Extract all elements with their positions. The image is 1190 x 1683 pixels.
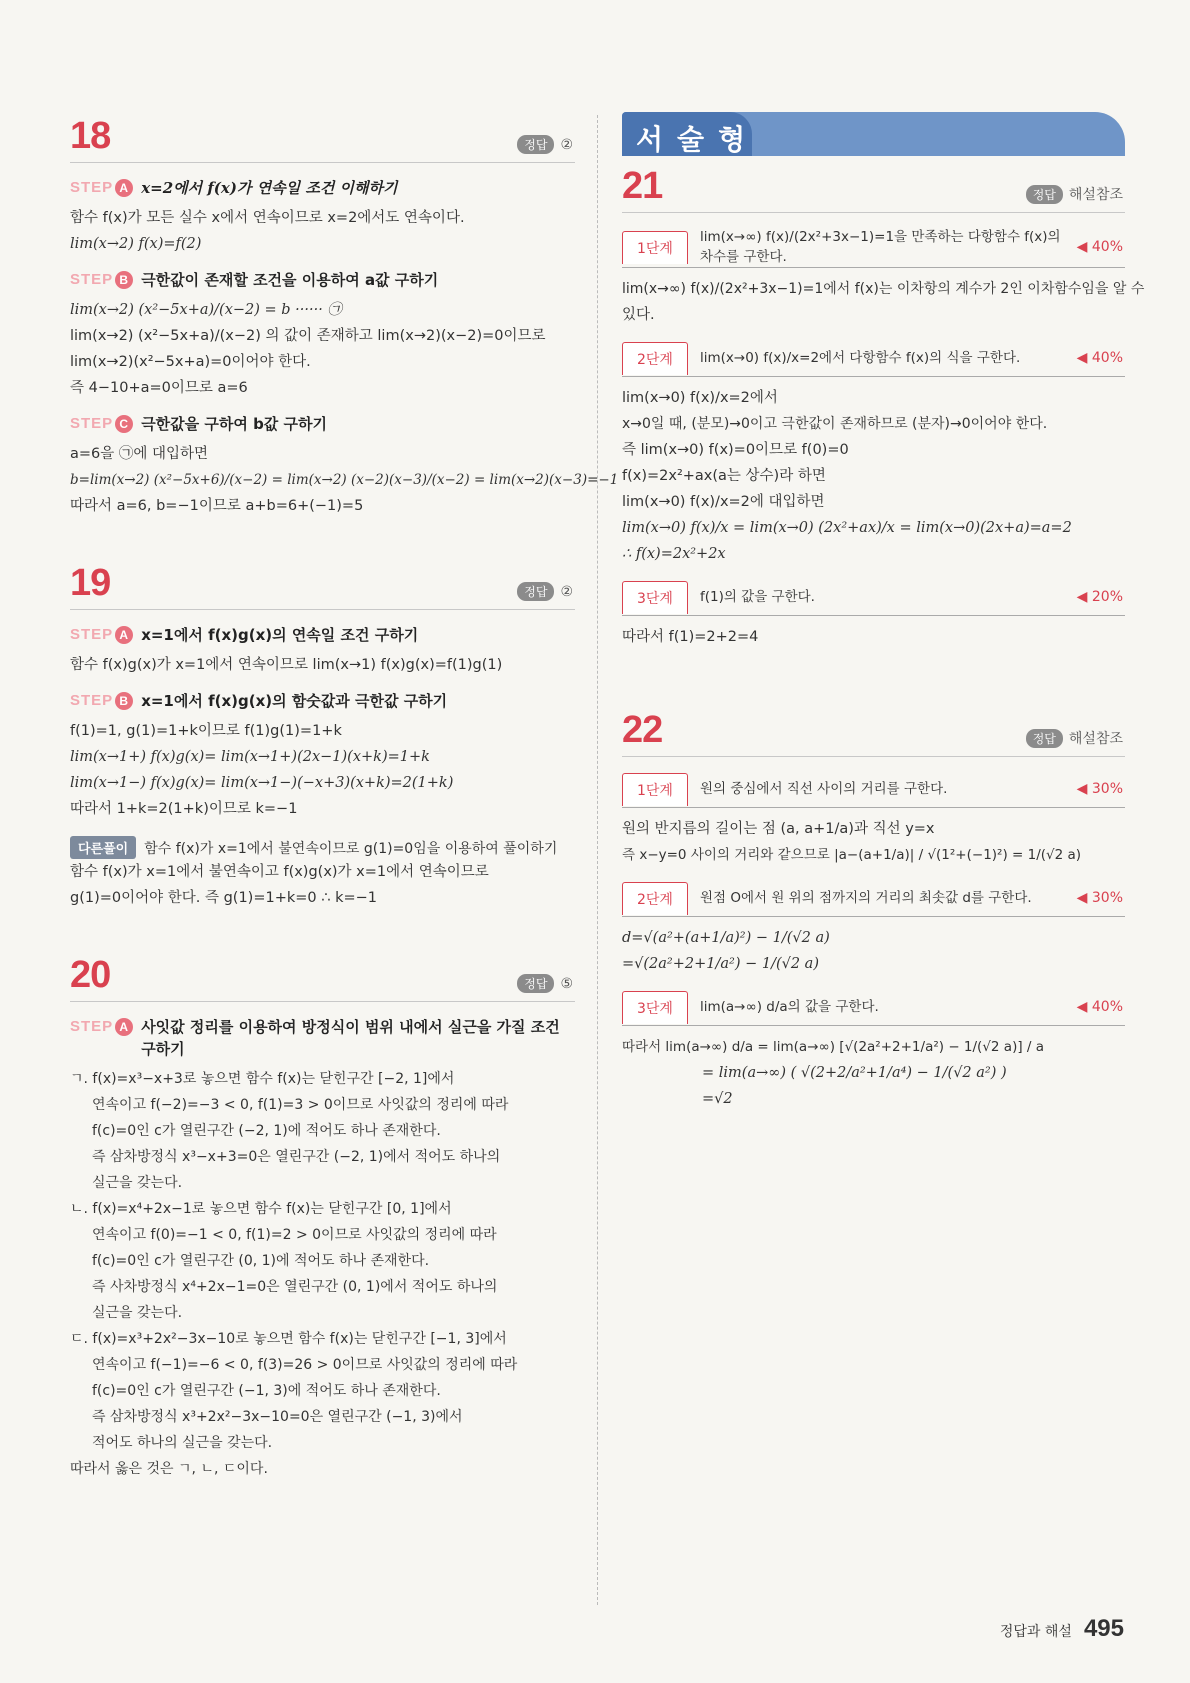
stage-description: f(1)의 값을 구한다. <box>699 589 815 605</box>
problem-number: 21 <box>622 165 663 207</box>
problem-number: 22 <box>622 709 663 751</box>
stage-percent: ◀ 40% <box>1076 999 1123 1015</box>
solution-line: = lim(a→∞) ( √(2+2/a²+1/a⁴) − 1/(√2 a²) ) <box>702 1065 1007 1081</box>
step-title: x=2에서 f(x)가 연속일 조건 이해하기 <box>141 179 398 197</box>
solution-line: 즉 lim(x→0) f(x)=0이므로 f(0)=0 <box>622 442 849 458</box>
step-tag: STEP B <box>70 690 133 712</box>
answer-badge: 정답 <box>517 582 554 601</box>
left-column <box>70 110 619 1482</box>
solution-line: lim(x→1+) f(x)g(x)= lim(x→1+)(2x−1)(x+k)=1+k <box>70 749 430 765</box>
problem-20-header <box>70 949 575 1002</box>
solution-line: lim(x→0) f(x)/x=2에서 <box>622 390 778 406</box>
answer-value: 해설참조 <box>1068 187 1123 203</box>
solution-line: 함수 f(x)g(x)가 x=1에서 연속이므로 lim(x→1) f(x)g(x)=f(1)g(1) <box>70 657 503 673</box>
stage-tag: 2단계 <box>622 342 688 375</box>
solution-line: 즉 x−y=0 사이의 거리와 같으므로 |a−(a+1/a)| / √(1²+(−1)²) = 1/(√2 a) <box>622 847 1082 863</box>
section-title: 서술형 <box>636 123 760 156</box>
solution-line: 즉 사차방정식 x⁴+2x−1=0은 열린구간 (0, 1)에서 적어도 하나의 <box>92 1279 498 1295</box>
answer-badge: 정답 <box>1026 729 1063 748</box>
solution-line: f(x)=2x²+ax(a는 상수)라 하면 <box>622 468 826 484</box>
solution-line: a=6을 ㉠에 대입하면 <box>70 446 209 462</box>
solution-line: lim(x→0) f(x)/x = lim(x→0) (2x²+ax)/x = lim(x→0)(2x+a)=a=2 <box>622 520 1072 536</box>
solution-line: d=√(a²+(a+1/a)²) − 1/(√2 a) <box>622 930 830 946</box>
solution-line: 따라서 1+k=2(1+k)이므로 k=−1 <box>70 801 298 817</box>
solution-line: 실근을 갖는다. <box>92 1175 183 1191</box>
solution-line: 원의 반지름의 길이는 점 (a, a+1/a)과 직선 y=x <box>622 821 935 837</box>
stage-3 <box>622 989 1125 1026</box>
solution-line: f(c)=0인 c가 열린구간 (−1, 3)에 적어도 하나 존재한다. <box>92 1383 441 1399</box>
stage-description: 원의 중심에서 직선 사이의 거리를 구한다. <box>699 781 948 797</box>
answer-badge: 정답 <box>517 974 554 993</box>
problem-number: 20 <box>70 954 111 996</box>
step-title: 극한값이 존재할 조건을 이용하여 a값 구하기 <box>141 271 439 289</box>
answer-badge: 정답 <box>517 135 554 154</box>
solution-line: lim(x→2) f(x)=f(2) <box>70 236 202 252</box>
step-tag: STEP B <box>70 269 133 291</box>
stage-tag: 3단계 <box>622 991 688 1024</box>
solution-line: 있다. <box>622 307 655 323</box>
answer-value: 해설참조 <box>1068 731 1123 747</box>
problem-number: 19 <box>70 562 111 604</box>
step-heading <box>70 269 575 291</box>
step-title: 극한값을 구하여 b값 구하기 <box>141 415 327 433</box>
stage-tag: 2단계 <box>622 882 688 915</box>
problem-number: 18 <box>70 115 111 157</box>
stage-2 <box>622 340 1125 377</box>
solution-line: lim(x→2) (x²−5x+a)/(x−2) = b ······ ㉠ <box>70 302 342 318</box>
footer-label: 정답과 해설 <box>999 1624 1072 1640</box>
column-divider <box>597 115 599 1605</box>
stage-1 <box>622 771 1125 808</box>
solution-line: 즉 삼차방정식 x³−x+3=0은 열린구간 (−2, 1)에서 적어도 하나의 <box>92 1149 501 1165</box>
answer-badge: 정답 <box>1026 185 1063 204</box>
solution-line: 즉 4−10+a=0이므로 a=6 <box>70 380 248 396</box>
answer-value: ② <box>560 136 573 153</box>
solution-line: x→0일 때, (분모)→0이고 극한값이 존재하므로 (분자)→0이어야 한다. <box>622 416 1048 432</box>
solution-line: 연속이고 f(−2)=−3 < 0, f(1)=3 > 0이므로 사잇값의 정리에 따라 <box>92 1097 509 1113</box>
section-banner <box>622 110 1125 158</box>
answer <box>1026 184 1123 204</box>
stage-description: lim(x→∞) f(x)/(2x²+3x−1)=1을 만족하는 다항함수 f(x)의 차수를 구한다. <box>699 229 1061 265</box>
solution-line: 함수 f(x)가 x=1에서 불연속이고 f(x)g(x)가 x=1에서 연속이므로 <box>70 864 489 880</box>
solution-line: 연속이고 f(0)=−1 < 0, f(1)=2 > 0이므로 사잇값의 정리에 따라 <box>92 1227 497 1243</box>
step-title: 사잇값 정리를 이용하여 방정식이 범위 내에서 실근을 가질 조건 구하기 <box>141 1018 560 1058</box>
solution-line: lim(x→1−) f(x)g(x)= lim(x→1−)(−x+3)(x+k)=2(1+k) <box>70 775 454 791</box>
answer-value: ⑤ <box>560 975 573 992</box>
stage-tag: 1단계 <box>622 773 688 806</box>
solution-line: lim(x→∞) f(x)/(2x²+3x−1)=1에서 f(x)는 이차항의 계수가 2인 이차함수임을 알 수 <box>622 281 1145 297</box>
stage-2 <box>622 880 1125 917</box>
solution-line: =√(2a²+2+1/a²) − 1/(√2 a) <box>622 956 819 972</box>
step-title: x=1에서 f(x)g(x)의 연속일 조건 구하기 <box>141 626 419 644</box>
alternate-solution-heading <box>70 836 575 859</box>
page-number: 495 <box>1083 1615 1124 1642</box>
solution-line: =√2 <box>702 1091 733 1107</box>
solution-line: 따라서 lim(a→∞) d/a = lim(a→∞) [√(2a²+2+1/a²) − 1/(√2 a)] / a <box>622 1039 1045 1055</box>
step-heading <box>70 690 575 712</box>
solution-line: 실근을 갖는다. <box>92 1305 183 1321</box>
step-tag: STEP A <box>70 177 133 199</box>
solution-line: f(1)=1, g(1)=1+k이므로 f(1)g(1)=1+k <box>70 723 342 739</box>
solution-line: 따라서 옳은 것은 ㄱ, ㄴ, ㄷ이다. <box>70 1461 268 1477</box>
solution-line: 적어도 하나의 실근을 갖는다. <box>92 1435 273 1451</box>
answer <box>1026 728 1123 748</box>
stage-tag: 1단계 <box>622 231 688 264</box>
solution-line: ㄴ. f(x)=x⁴+2x−1로 놓으면 함수 f(x)는 닫힌구간 [0, 1]에서 <box>70 1201 452 1217</box>
problem-18-header <box>70 110 575 163</box>
step-heading <box>70 413 575 435</box>
alternate-solution-title: 함수 f(x)가 x=1에서 불연속이므로 g(1)=0임을 이용하여 풀이하기 <box>144 840 558 857</box>
answer-value: ② <box>560 583 573 600</box>
solution-line: 함수 f(x)가 모든 실수 x에서 연속이므로 x=2에서도 연속이다. <box>70 210 465 226</box>
step-title: x=1에서 f(x)g(x)의 함숫값과 극한값 구하기 <box>141 692 448 710</box>
right-column <box>622 110 1145 1112</box>
answer <box>517 974 573 993</box>
solution-line: g(1)=0이어야 한다. 즉 g(1)=1+k=0 ∴ k=−1 <box>70 890 378 906</box>
stage-percent: ◀ 40% <box>1076 350 1123 366</box>
stage-tag: 3단계 <box>622 581 688 614</box>
step-tag: STEP C <box>70 413 133 435</box>
solution-line: 연속이고 f(−1)=−6 < 0, f(3)=26 > 0이므로 사잇값의 정리에 따라 <box>92 1357 518 1373</box>
problem-22-header <box>622 710 1125 757</box>
step-heading <box>70 1016 575 1060</box>
solution-line: 즉 삼차방정식 x³+2x²−3x−10=0은 열린구간 (−1, 3)에서 <box>92 1409 463 1425</box>
solution-line: f(c)=0인 c가 열린구간 (−2, 1)에 적어도 하나 존재한다. <box>92 1123 441 1139</box>
problem-19-header <box>70 557 575 610</box>
problem-21-header <box>622 166 1125 213</box>
stage-1 <box>622 227 1125 268</box>
stage-percent: ◀ 30% <box>1076 890 1123 906</box>
stage-description: lim(x→0) f(x)/x=2에서 다항함수 f(x)의 식을 구한다. <box>699 350 1021 366</box>
solution-line: b=lim(x→2) (x²−5x+6)/(x−2) = lim(x→2) (x−2)(x−3)/(x−2) = lim(x→2)(x−3)=−1 <box>70 472 619 488</box>
answer <box>517 582 573 601</box>
step-heading <box>70 177 575 199</box>
stage-percent: ◀ 20% <box>1076 589 1123 605</box>
solution-line: f(c)=0인 c가 열린구간 (0, 1)에 적어도 하나 존재한다. <box>92 1253 430 1269</box>
solution-line: ㄷ. f(x)=x³+2x²−3x−10로 놓으면 함수 f(x)는 닫힌구간 [−1, 3]에서 <box>70 1331 507 1347</box>
solution-line: ㄱ. f(x)=x³−x+3로 놓으면 함수 f(x)는 닫힌구간 [−2, 1]에서 <box>70 1071 455 1087</box>
stage-description: 원점 O에서 원 위의 점까지의 거리의 최솟값 d를 구한다. <box>699 890 1032 906</box>
page-footer <box>1000 1615 1124 1643</box>
solution-line: 따라서 a=6, b=−1이므로 a+b=6+(−1)=5 <box>70 498 364 514</box>
solution-line: 따라서 f(1)=2+2=4 <box>622 629 759 645</box>
step-heading <box>70 624 575 646</box>
alternate-solution-tag: 다른풀이 <box>70 836 136 859</box>
stage-3 <box>622 579 1125 616</box>
step-tag: STEP A <box>70 624 133 646</box>
answer <box>517 135 573 154</box>
stage-percent: ◀ 30% <box>1076 781 1123 797</box>
step-tag: STEP A <box>70 1016 133 1038</box>
stage-description: lim(a→∞) d/a의 값을 구한다. <box>699 999 879 1015</box>
solution-line: lim(x→0) f(x)/x=2에 대입하면 <box>622 494 825 510</box>
solution-line: ∴ f(x)=2x²+2x <box>622 546 726 562</box>
solution-line: lim(x→2) (x²−5x+a)/(x−2) 의 값이 존재하고 lim(x→2)(x−2)=0이므로 <box>70 328 546 344</box>
stage-percent: ◀ 40% <box>1076 239 1123 255</box>
solution-line: lim(x→2)(x²−5x+a)=0이어야 한다. <box>70 354 311 370</box>
